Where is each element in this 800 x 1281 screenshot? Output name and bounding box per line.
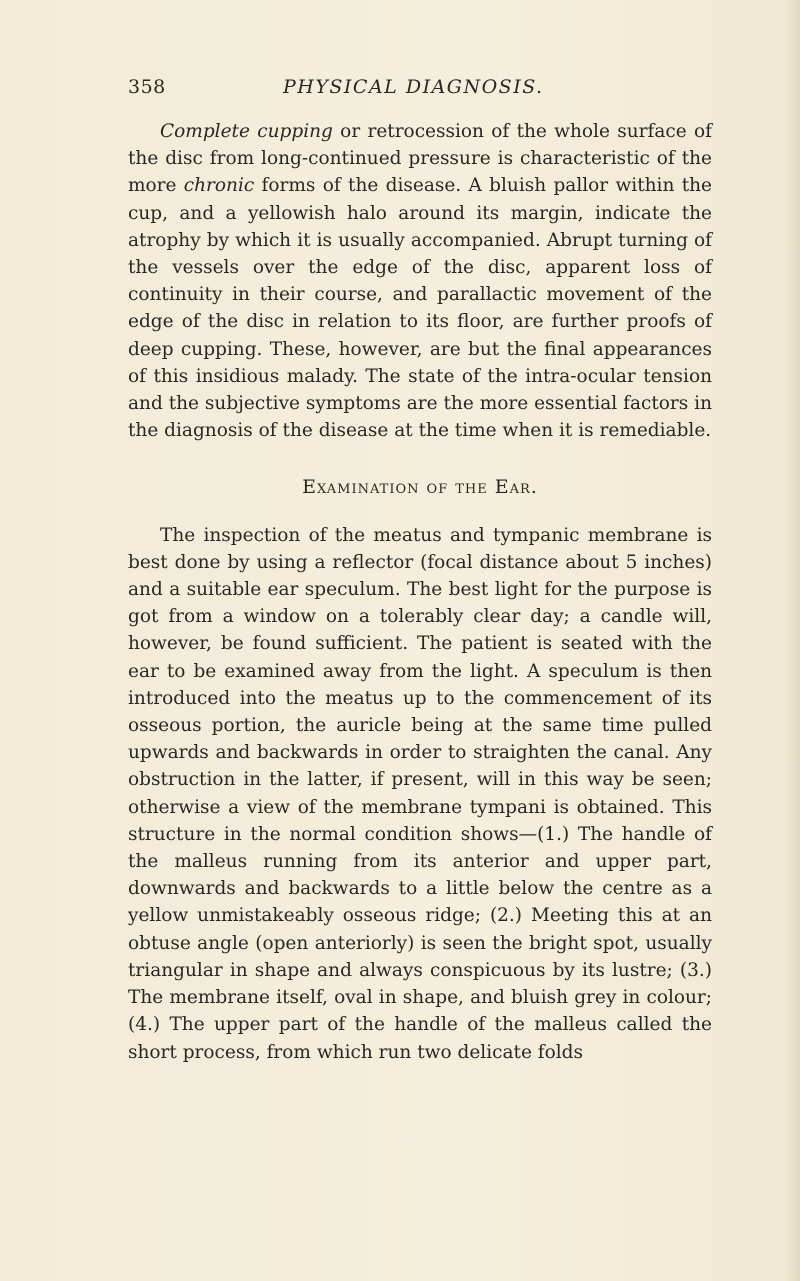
paragraph-text-segment: or retrocession of the whole surface of the disc from long-continued pressure is characteristic of the more [128,121,712,197]
italic-lead-phrase: Complete cupping [160,121,333,142]
page-number: 358 [128,76,166,98]
running-head: PHYSICAL DIAGNOSIS. [283,76,544,98]
page-body [128,118,712,1066]
section-heading: Examination of the Ear. [302,476,538,499]
paragraph-ear-examination: The inspection of the meatus and tympanic membrane is best done by using a reflector (focal distance about 5 inches) and a suitable ear speculum. The best light for the purpose is got from a window on a tolerably clear day; a candle will, however, be found sufficient. The patient is seated with the ear to be examined away from the light. A speculum is then introduced into the meatus up to the commencement of its osseous portion, the auricle being at the same time pulled upwards and backwards in order to straighten the canal. Any obstruction in the latter, if present, will in this way be seen; otherwise a view of the membrane tympani is obtained. This structure in the normal condition shows—(1.) The handle of the malleus running from its anterior and upper part, downwards and backwards to a little below the centre as a yellow unmistakeably osseous ridge; (2.) Meeting this at an obtuse angle (open anteriorly) is seen the bright spot, usually triangular in shape and always conspicuous by its lustre; (3.) The membrane itself, oval in shape, and bluish grey in colour; (4.) The upper part of the handle of the malleus called the short process, from which run two delicate folds [128,524,712,1063]
paragraph-text-segment: forms of the disease. A bluish pallor within the cup, and a yellowish halo around its margin, indicate the atrophy by which it is usually accompanied. Abrupt turning of the vessels over the edge of the disc, apparent loss of continuity in their course, and parallactic movement of the edge of the disc in relation to its floor, are further proofs of deep cupping. These, however, are but the final appearances of this insidious malady. The state of the intra-ocular tension and the subjective symptoms are the more essential factors in the diagnosis of the disease at the time when it is remediable. [128,175,712,442]
italic-word: chronic [183,175,255,197]
page-header [128,76,708,106]
paragraph-glaucoma-cupping [128,118,712,444]
